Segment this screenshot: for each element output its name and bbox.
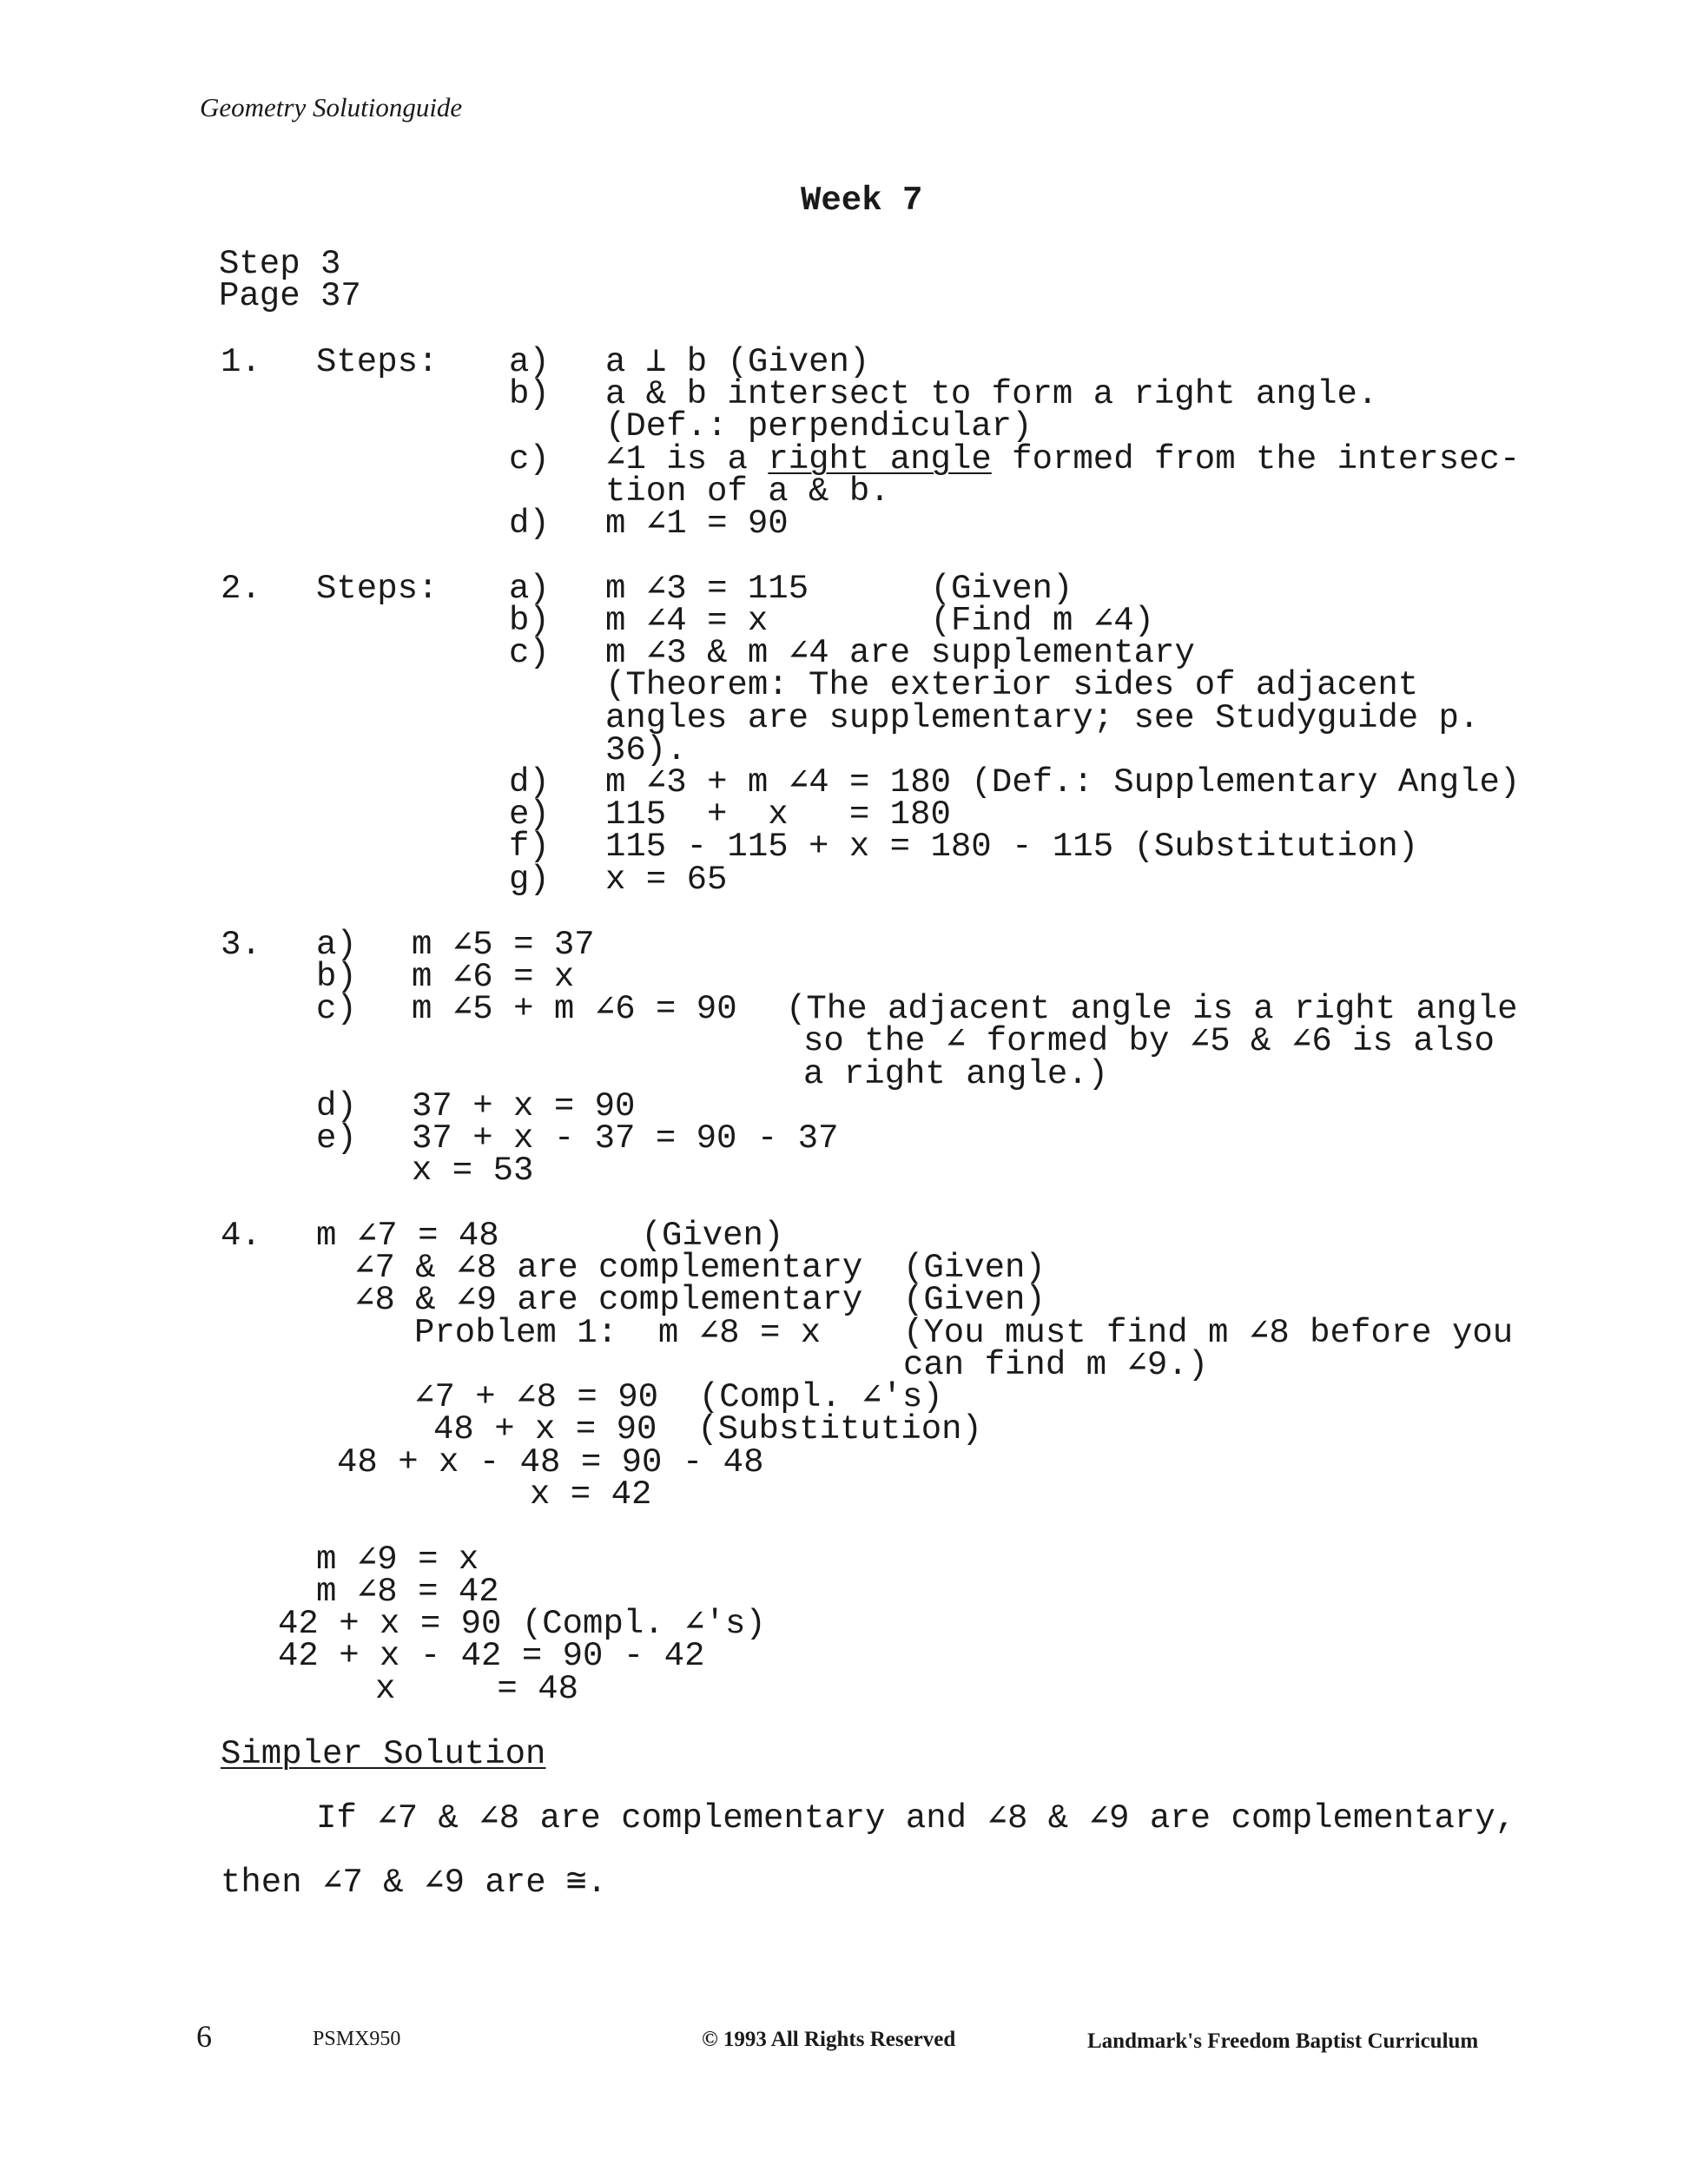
step-text: m ∠7 = 48 (Given): [316, 1217, 784, 1255]
page-number: 6: [196, 2019, 212, 2054]
step-text: 48 + x = 90 (Substitution): [433, 1410, 982, 1448]
step-text-part: ∠1 is a: [605, 440, 769, 478]
step-text: m ∠3 + m ∠4 = 180 (Def.: Supplementary Angle): [605, 763, 1521, 802]
section-heading: Simpler Solution: [221, 1735, 546, 1773]
step-letter: b): [316, 958, 357, 996]
problem-number: 3.: [221, 926, 261, 964]
step-text: 37 + x - 37 = 90 - 37: [412, 1119, 839, 1158]
step-label: Step 3: [219, 245, 341, 283]
step-text: m ∠8 = 42: [316, 1573, 499, 1611]
step-text: 36).: [605, 731, 687, 769]
step-text-part: formed from the intersec-: [991, 440, 1521, 478]
product-code: PSMX950: [313, 2028, 401, 2050]
step-text: ∠8 & ∠9 are complementary: [354, 1281, 863, 1319]
step-text: x = 53: [412, 1151, 534, 1190]
step-text: x = 65: [605, 861, 728, 899]
step-text: m ∠5 + m ∠6 = 90: [412, 990, 737, 1028]
step-letter: b): [509, 602, 550, 640]
step-text: ∠7 & ∠8 are complementary: [354, 1249, 863, 1287]
step-text: m ∠4 = x (Find m ∠4): [605, 602, 1155, 640]
step-text: m ∠5 = 37: [412, 926, 595, 964]
step-text: m ∠3 = 115 (Given): [605, 570, 1073, 608]
step-letter: d): [316, 1087, 357, 1125]
note-text: so the ∠ formed by ∠5 & ∠6 is also: [803, 1022, 1495, 1060]
note-text: (You must find m ∠8 before you: [903, 1314, 1514, 1352]
note-text: (Given): [903, 1249, 1046, 1287]
step-letter: f): [509, 828, 550, 866]
step-text: 37 + x = 90: [412, 1087, 636, 1125]
step-text: 115 + x = 180: [605, 795, 951, 834]
step-letter: a): [509, 570, 550, 608]
note-text: (The adjacent angle is a right angle: [786, 990, 1518, 1028]
step-text: ∠7 + ∠8 = 90 (Compl. ∠'s): [414, 1378, 943, 1416]
solution-text: then ∠7 & ∠9 are ≅.: [221, 1864, 607, 1902]
problem-number: 4.: [221, 1217, 261, 1255]
step-letter: a): [509, 343, 550, 381]
step-letter: b): [509, 375, 550, 413]
step-text: 115 - 115 + x = 180 - 115 (Substitution): [605, 828, 1419, 866]
step-letter: d): [509, 763, 550, 802]
note-text: (Given): [903, 1281, 1046, 1319]
step-text: 48 + x - 48 = 90 - 48: [337, 1443, 764, 1481]
step-letter: a): [316, 926, 357, 964]
step-letter: c): [509, 634, 550, 672]
step-text: m ∠3 & m ∠4 are supplementary: [605, 634, 1195, 672]
step-letter: e): [316, 1119, 357, 1158]
page-title: Week 7: [801, 181, 923, 220]
page-reference: Page 37: [219, 277, 361, 315]
copyright: © 1993 All Rights Reserved: [702, 2028, 956, 2051]
step-text: m ∠1 = 90: [605, 505, 789, 543]
step-text: x = 48: [375, 1670, 579, 1708]
steps-label: Steps:: [316, 570, 439, 608]
step-letter: c): [316, 990, 357, 1028]
step-text: (Theorem: The exterior sides of adjacent: [605, 666, 1419, 704]
step-text: Problem 1: m ∠8 = x: [414, 1314, 822, 1352]
underlined-term: right angle: [768, 440, 992, 478]
problem-number: 2.: [221, 570, 261, 608]
step-text: m ∠9 = x: [316, 1541, 479, 1579]
step-letter: g): [509, 861, 550, 899]
running-header: Geometry Solutionguide: [200, 92, 463, 122]
step-text: tion of a & b.: [605, 472, 890, 511]
step-text: 42 + x - 42 = 90 - 42: [278, 1637, 705, 1675]
step-letter: e): [509, 795, 550, 834]
solution-text: If ∠7 & ∠8 are complementary and ∠8 & ∠9 are complementary,: [316, 1799, 1516, 1838]
step-letter: c): [509, 440, 550, 478]
step-text: x = 42: [530, 1475, 652, 1514]
note-text: can find m ∠9.): [903, 1346, 1209, 1384]
step-text: m ∠6 = x: [412, 958, 575, 996]
steps-label: Steps:: [316, 343, 439, 381]
step-text: (Def.: perpendicular): [605, 407, 1033, 445]
step-text: angles are supplementary; see Studyguide p.: [605, 699, 1480, 737]
step-text: a & b intersect to form a right angle.: [605, 375, 1378, 413]
publisher: Landmark's Freedom Baptist Curriculum: [1087, 2029, 1479, 2053]
step-text: 42 + x = 90 (Compl. ∠'s): [278, 1605, 766, 1643]
problem-number: 1.: [221, 343, 261, 381]
note-text: a right angle.): [803, 1055, 1109, 1093]
step-text: a ⊥ b (Given): [605, 343, 870, 381]
step-letter: d): [509, 505, 550, 543]
